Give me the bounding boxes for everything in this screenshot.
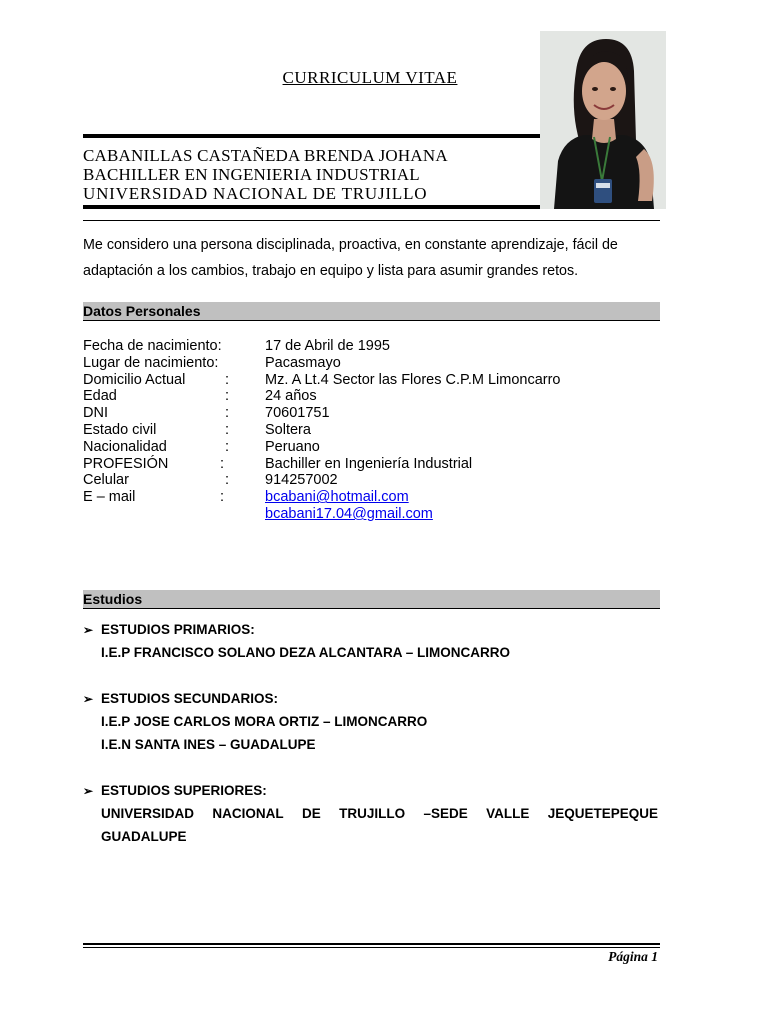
superior-word: JEQUETEPEQUE (547, 806, 658, 821)
personal-row-label: Domicilio Actual (83, 371, 186, 388)
section-title-personal: Datos Personales (83, 303, 201, 319)
arrowhead-bullet-icon: ➢ (83, 623, 94, 637)
section-title-studies: Estudios (83, 591, 143, 607)
superior-word: VALLE (486, 806, 530, 821)
superior-word: DE (301, 806, 321, 821)
candidate-degree: BACHILLER EN INGENIERIA INDUSTRIAL (83, 165, 420, 184)
personal-row-label: Lugar de nacimiento: (83, 354, 219, 371)
personal-row-colon: : (225, 438, 230, 455)
footer-rule (83, 943, 660, 945)
header-rule-thin (83, 220, 660, 221)
personal-row-value: Bachiller en Ingeniería Industrial (265, 455, 473, 472)
secondary-school-1: I.E.P JOSE CARLOS MORA ORTIZ – LIMONCARRO (101, 714, 428, 729)
superior-word: UNIVERSIDAD (101, 806, 195, 821)
personal-row-label: Nacionalidad (83, 438, 167, 455)
personal-row-value: 914257002 (265, 472, 338, 489)
superior-word: NACIONAL (212, 806, 284, 821)
candidate-name: CABANILLAS CASTAÑEDA BRENDA JOHANA (83, 146, 448, 165)
personal-row-colon: : (225, 405, 230, 422)
page-number: Página 1 (608, 949, 658, 964)
personal-row-value: 24 años (265, 388, 317, 405)
personal-row-value: Peruano (265, 438, 320, 455)
footer-rule-thin (83, 947, 660, 948)
personal-row-colon: : (225, 388, 230, 405)
personal-row-label: Celular (83, 472, 129, 489)
candidate-university: UNIVERSIDAD NACIONAL DE TRUJILLO (83, 184, 428, 203)
arrowhead-bullet-icon: ➢ (83, 784, 94, 798)
primary-school: I.E.P FRANCISCO SOLANO DEZA ALCANTARA – LIMONCARRO (101, 645, 511, 660)
personal-row-label: DNI (83, 405, 108, 422)
header-rule-top (83, 134, 540, 138)
personal-row-colon: : (225, 371, 230, 388)
secondary-heading: ESTUDIOS SECUNDARIOS: (101, 691, 279, 706)
secondary-school-2: I.E.N SANTA INES – GUADALUPE (101, 737, 316, 752)
personal-row-colon: : (220, 489, 225, 506)
superior-word: TRUJILLO (339, 806, 406, 821)
section-header-studies (83, 590, 660, 609)
primary-heading-row (83, 622, 255, 637)
primary-heading: ESTUDIOS PRIMARIOS: (101, 622, 255, 637)
secondary-heading-row (83, 691, 278, 706)
personal-row-label: Edad (83, 388, 117, 405)
profile-summary: Me considero una persona disciplinada, proactiva, en constante aprendizaje, fácil de adaptación a los cambios, trabajo en equipo y lista para asumir grandes retos. (83, 237, 618, 279)
profile-photo (540, 31, 666, 209)
personal-row-value: 70601751 (265, 405, 330, 422)
arrowhead-bullet-icon: ➢ (83, 692, 94, 706)
personal-row-value: 17 de Abril de 1995 (265, 338, 390, 354)
document-title: CURRICULUM VITAE (282, 68, 458, 87)
section-header-personal (83, 302, 660, 321)
personal-row-label: PROFESIÓN (83, 455, 169, 472)
personal-row-label: Fecha de nacimiento: (83, 338, 222, 354)
superior-school-line-1 (101, 806, 658, 821)
personal-row-value: Mz. A Lt.4 Sector las Flores C.P.M Limoncarro (265, 371, 561, 388)
personal-row-colon: : (225, 472, 230, 489)
superior-heading: ESTUDIOS SUPERIORES: (101, 783, 267, 798)
personal-row-value: Pacasmayo (265, 354, 341, 371)
personal-row-colon: : (225, 422, 230, 438)
superior-school-line-2: GUADALUPE (101, 829, 187, 844)
personal-row-label: Estado civil (83, 422, 157, 438)
email-secondary-link[interactable]: bcabani17.04@gmail.com (265, 506, 433, 522)
superior-heading-row (83, 783, 267, 798)
personal-row-value: Soltera (265, 422, 311, 438)
superior-word: –SEDE (423, 806, 468, 821)
header-rule-bottom (83, 205, 540, 209)
personal-row-label: E – mail (83, 489, 136, 506)
email-primary-link[interactable]: bcabani@hotmail.com (265, 489, 409, 506)
personal-row-colon: : (220, 455, 225, 472)
